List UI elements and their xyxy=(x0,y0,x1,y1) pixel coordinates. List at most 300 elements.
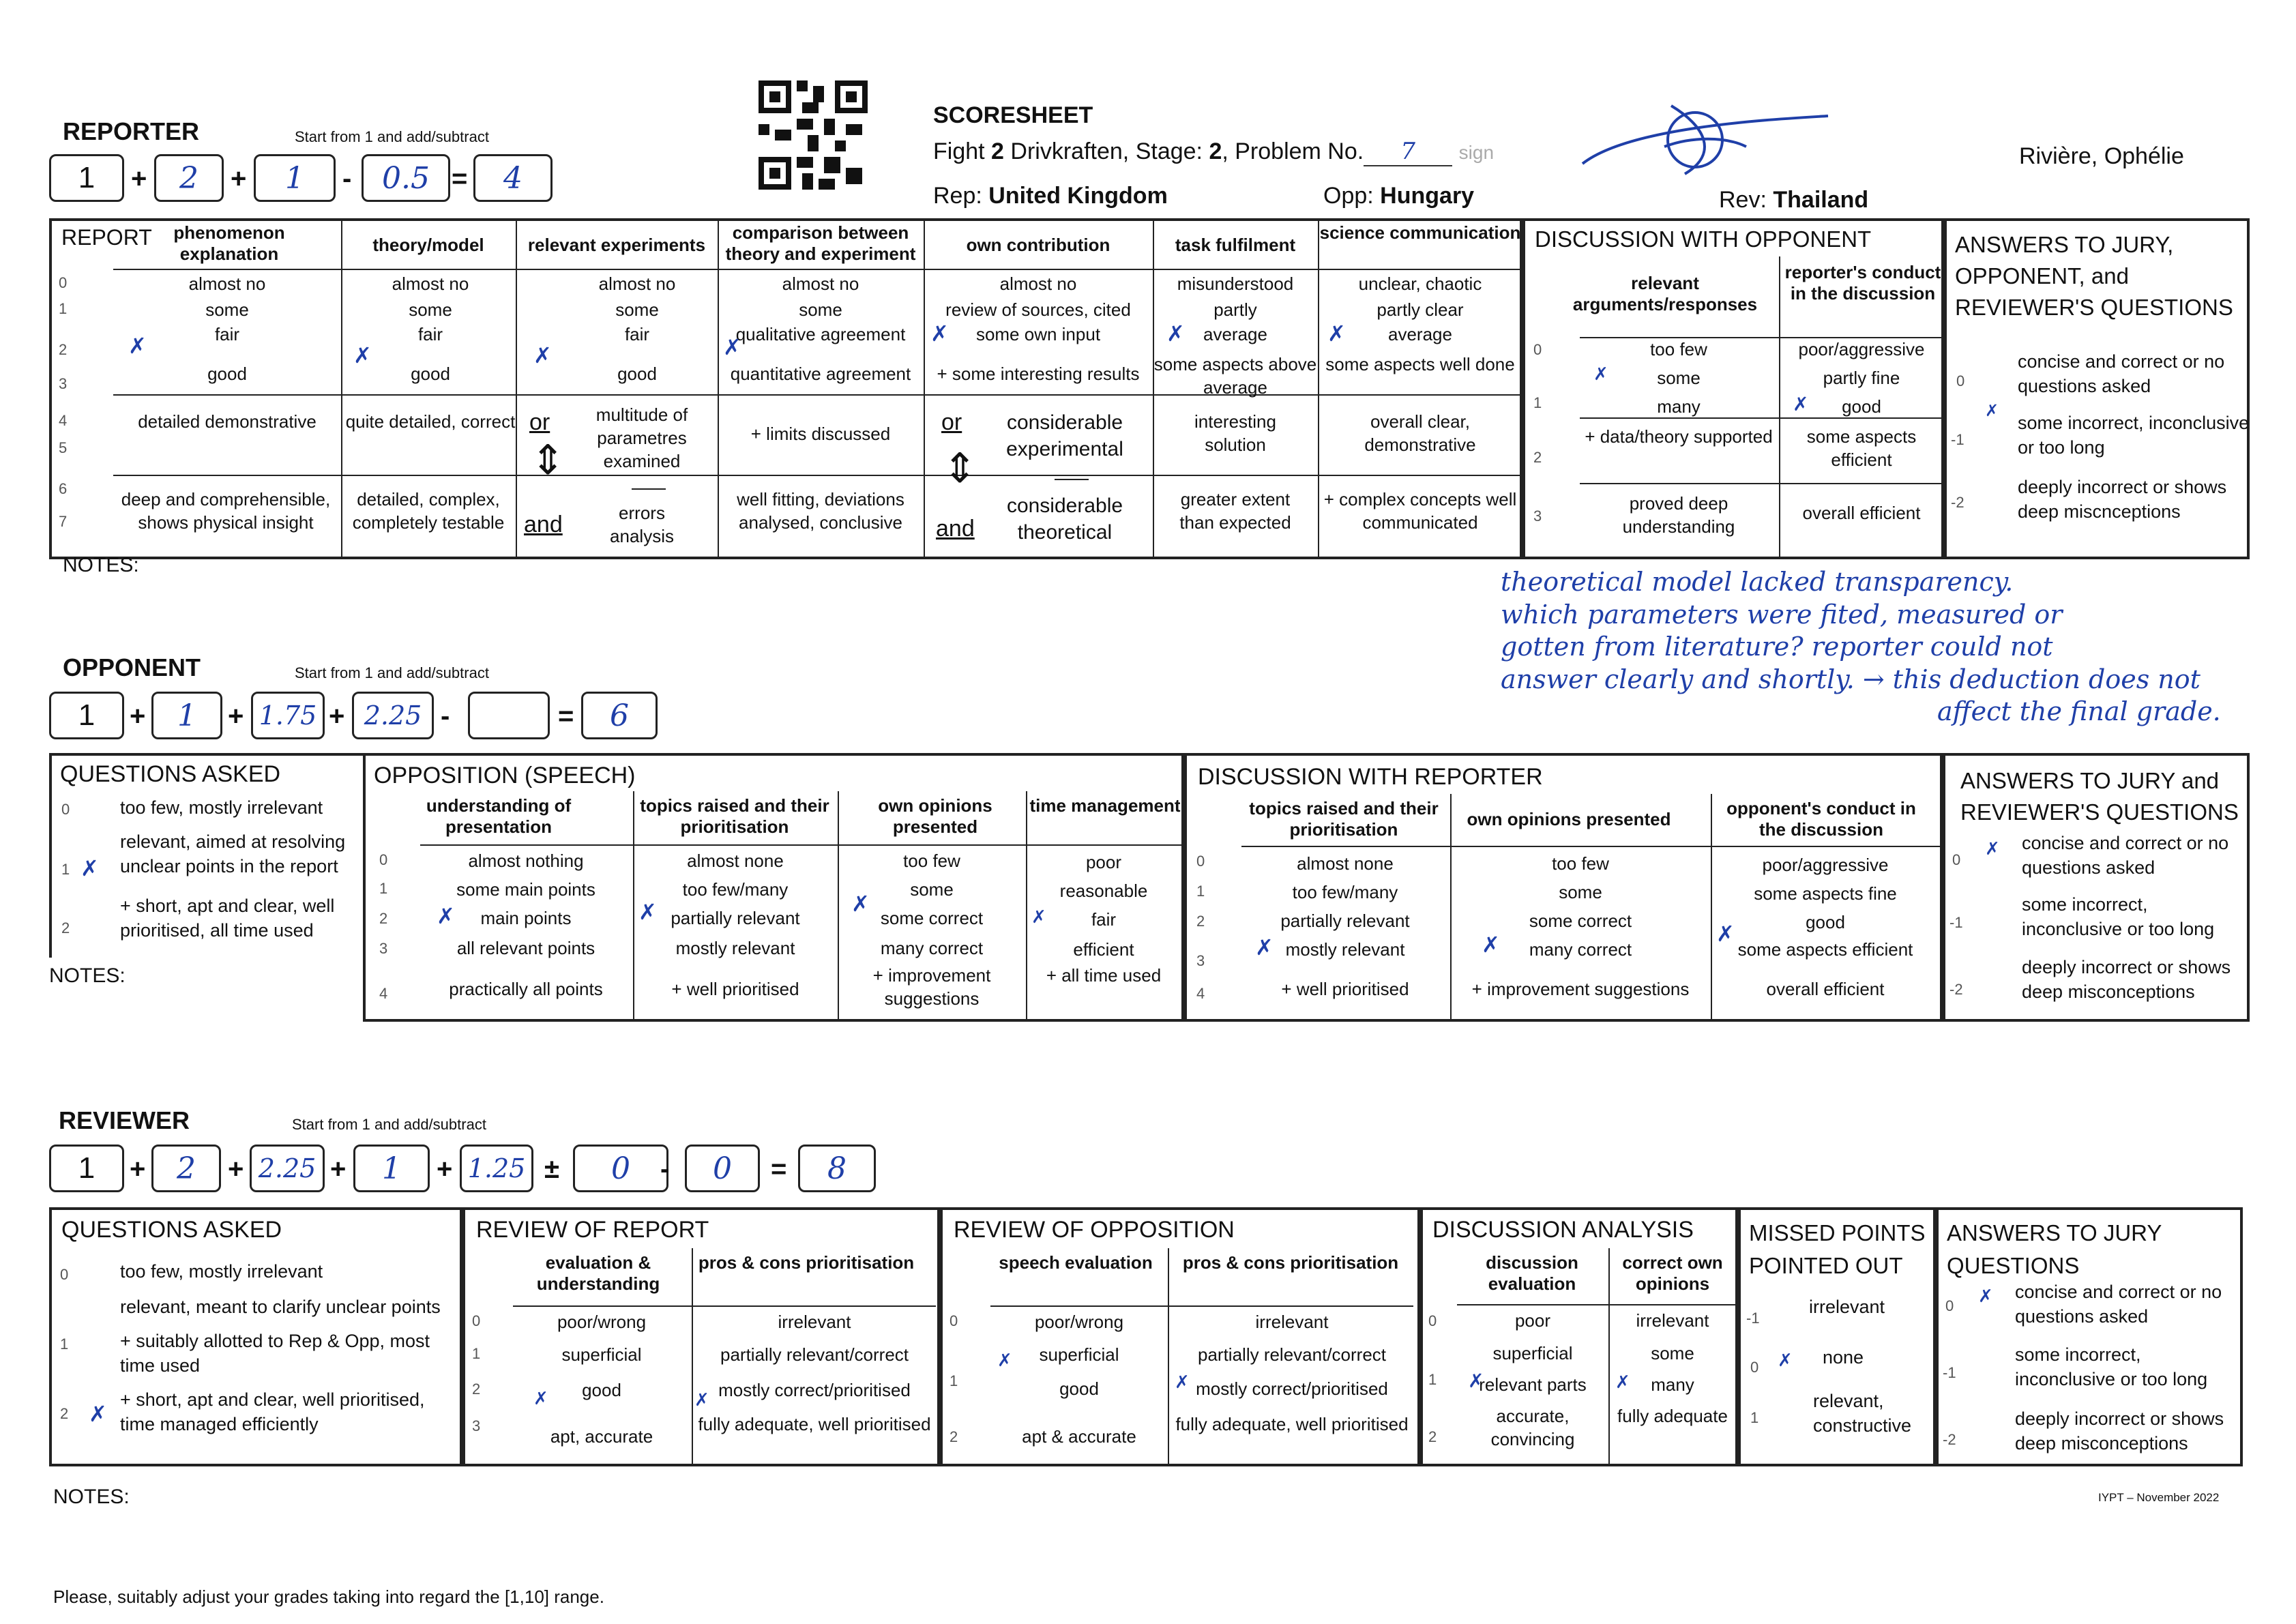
dr-opi-3[interactable]: many correct xyxy=(1529,939,1632,960)
mark-da-eval: ✗ xyxy=(1468,1370,1484,1392)
mark-contrib: ✗ xyxy=(930,321,949,346)
opp-opi-0[interactable]: too few xyxy=(903,851,960,871)
opp-und-1[interactable]: some main points xyxy=(456,879,595,900)
dr-con-1[interactable]: some aspects fine xyxy=(1754,883,1897,904)
ans-rep-title: ANSWERS TO JURY, OPPONENT, and REVIEWER'S QUESTIONS xyxy=(1955,232,2233,321)
rev-opp-panel xyxy=(940,1207,1420,1466)
reviewer-score-7-value: 0 xyxy=(713,1151,732,1186)
disc-rep-col-conduct: opponent's conduct in the discussion xyxy=(1726,798,1916,840)
da-own-1[interactable]: some xyxy=(1651,1343,1694,1363)
opp-line xyxy=(1323,183,1474,209)
mark-opp-time: ✗ xyxy=(1031,907,1046,928)
opp-und-3[interactable]: all relevant points xyxy=(456,938,595,958)
reporter-op-3: - xyxy=(342,164,352,194)
mark-disc-opp-good: ✗ xyxy=(1793,393,1809,415)
disc-opp-title: DISCUSSION WITH OPPONENT xyxy=(1535,226,1872,252)
reporter-score-base[interactable] xyxy=(49,154,124,202)
ans-rev-panel xyxy=(1936,1207,2243,1466)
ans-opp-num-1: -1 xyxy=(1949,914,1963,931)
reviewer-score-7[interactable] xyxy=(685,1145,760,1192)
disc-rep-title: DISCUSSION WITH REPORTER xyxy=(1198,764,1543,790)
reviewer-title: REVIEWER xyxy=(59,1106,190,1134)
row-num-6: 6 xyxy=(59,480,68,497)
mark-opp-q: ✗ xyxy=(80,855,99,881)
rr-eval-0[interactable]: poor/wrong xyxy=(557,1312,647,1332)
contrib-and-label: and xyxy=(936,516,975,542)
comp-0[interactable]: almost no xyxy=(782,274,859,294)
disc-opp-many[interactable]: many xyxy=(1657,396,1701,417)
opposition-num-3: 3 xyxy=(379,940,388,957)
theory-6[interactable]: detailed, complex, completely testable xyxy=(352,489,505,533)
dr-top-3[interactable]: mostly relevant xyxy=(1285,939,1405,960)
mark-ro-pros: ✗ xyxy=(1175,1372,1190,1393)
da-own-0[interactable]: irrelevant xyxy=(1636,1310,1709,1331)
theory-4[interactable]: quite detailed, correct xyxy=(345,411,516,432)
rev-q-relevant[interactable]: relevant, meant to clarify unclear points xyxy=(120,1297,441,1317)
sci-1[interactable]: partly clear xyxy=(1377,299,1464,320)
reporter-score-3[interactable] xyxy=(254,154,336,202)
disc-analysis-title: DISCUSSION ANALYSIS xyxy=(1432,1217,1694,1243)
rev-report-panel xyxy=(462,1207,940,1466)
rev-q-num-0: 0 xyxy=(60,1266,69,1283)
reviewer-score-2[interactable] xyxy=(151,1145,221,1192)
exp-3[interactable]: good xyxy=(617,364,657,384)
opponent-score-2-value: 1 xyxy=(177,698,196,733)
dr-con-4[interactable]: overall efficient xyxy=(1766,979,1885,999)
reviewer-score-5[interactable] xyxy=(460,1145,533,1192)
opp-opi-3[interactable]: many correct xyxy=(880,938,984,958)
reviewer-op-1: + xyxy=(130,1154,146,1184)
ans-opp-concise[interactable]: concise and correct or no questions asked xyxy=(2022,833,2229,879)
reviewer-op-4: + xyxy=(437,1154,453,1184)
dr-con-2[interactable]: good xyxy=(1806,912,1845,932)
col-theory: theory/model xyxy=(372,235,484,255)
sci-0[interactable]: unclear, chaotic xyxy=(1358,274,1482,294)
disc-opp-some-aspects[interactable]: some aspects efficient xyxy=(1806,426,1917,470)
missed-relevant[interactable]: relevant, constructive xyxy=(1813,1391,1912,1436)
rev-questions-title: QUESTIONS ASKED xyxy=(61,1217,282,1243)
exp-and-label: and xyxy=(524,512,563,537)
exp-1[interactable]: some xyxy=(615,299,659,320)
opposition-num-4: 4 xyxy=(379,985,388,1002)
dr-top-4[interactable]: + well prioritised xyxy=(1281,979,1409,999)
ro-sp-3[interactable]: apt & accurate xyxy=(1022,1426,1136,1447)
ro-pros-3[interactable]: fully adequate, well prioritised xyxy=(1175,1414,1409,1434)
mark-dr-opi: ✗ xyxy=(1482,932,1500,958)
mark-da-own: ✗ xyxy=(1615,1372,1630,1393)
opp-team: Hungary xyxy=(1380,183,1475,209)
missed-num-0: -1 xyxy=(1746,1310,1760,1327)
exp-4[interactable]: multitude of parametres examined xyxy=(595,404,688,471)
opposition-num-0: 0 xyxy=(379,851,388,868)
opposition-col-opinions: own opinions presented xyxy=(878,795,992,838)
ro-sp-2[interactable]: good xyxy=(1059,1378,1099,1399)
opposition-panel xyxy=(363,753,1184,1022)
missed-none[interactable]: none xyxy=(1823,1347,1864,1368)
opponent-score-total[interactable] xyxy=(581,692,658,739)
mark-opp-opi: ✗ xyxy=(851,891,870,917)
reviewer-score-total-value: 8 xyxy=(827,1151,847,1186)
sign-label: sign xyxy=(1458,142,1495,163)
opp-und-0[interactable]: almost nothing xyxy=(468,851,584,871)
missed-irrelevant[interactable]: irrelevant xyxy=(1809,1297,1885,1317)
disc-opp-num-2: 2 xyxy=(1533,449,1542,466)
ans-opp-title: ANSWERS TO JURY and REVIEWER'S QUESTIONS xyxy=(1960,768,2239,825)
disc-analysis-panel xyxy=(1420,1207,1738,1466)
fight-name: Drivkraften xyxy=(1003,138,1123,164)
col-contribution: own contribution xyxy=(966,235,1110,255)
rr-pros-1[interactable]: partially relevant/correct xyxy=(720,1344,909,1365)
opp-opi-1[interactable]: some xyxy=(910,879,954,900)
contrib-2[interactable]: some own input xyxy=(975,324,1101,344)
disc-opp-good[interactable]: good xyxy=(1842,396,1881,417)
reviewer-score-4-value: 1 xyxy=(382,1151,401,1186)
disc-opp-num-0: 0 xyxy=(1533,341,1542,358)
row-num-1: 1 xyxy=(59,300,68,317)
rev-q-allotted[interactable]: + suitably allotted to Rep & Opp, most time used xyxy=(120,1331,430,1376)
dr-top-0[interactable]: almost none xyxy=(1297,853,1394,874)
da-eval-2[interactable]: relevant parts xyxy=(1479,1374,1587,1395)
opp-q-num-1: 1 xyxy=(61,861,70,878)
opponent-op-eq: = xyxy=(558,701,574,731)
opp-questions-title: QUESTIONS ASKED xyxy=(60,761,281,787)
dr-top-2[interactable]: partially relevant xyxy=(1280,911,1410,931)
opp-questions-panel xyxy=(49,753,363,958)
rr-eval-2[interactable]: good xyxy=(582,1380,621,1400)
mark-task: ✗ xyxy=(1166,321,1185,346)
phen-0[interactable]: almost no xyxy=(188,274,266,294)
missed-title: MISSED POINTS POINTED OUT xyxy=(1749,1220,1926,1278)
reporter-score-4-value: 0.5 xyxy=(382,160,430,196)
missed-num-1: 0 xyxy=(1750,1359,1759,1376)
reviewer-score-6[interactable] xyxy=(573,1145,668,1192)
note-line-3: gotten from literature? reporter could not xyxy=(1501,632,2053,662)
rev-team: Thailand xyxy=(1773,187,1869,213)
ans-opp-some-incorrect[interactable]: some incorrect, inconclusive or too long xyxy=(2022,894,2215,940)
row-num-3: 3 xyxy=(59,375,68,392)
opp-und-4[interactable]: practically all points xyxy=(449,979,603,999)
ro-pros-1[interactable]: partially relevant/correct xyxy=(1198,1344,1386,1365)
opponent-op-2: + xyxy=(228,701,244,731)
disc-opp-num-3: 3 xyxy=(1533,507,1542,525)
ans-rev-title: ANSWERS TO JURY QUESTIONS xyxy=(1947,1220,2162,1278)
ans-rev-num-2: -2 xyxy=(1943,1431,1956,1448)
mark-theory: ✗ xyxy=(353,342,372,368)
reporter-score-4[interactable] xyxy=(362,154,450,202)
exp-or-label: or xyxy=(529,409,550,435)
opponent-notes-label: NOTES: xyxy=(49,964,126,987)
ans-rep-deeply-incorrect[interactable]: deeply incorrect or shows deep miscnceptions xyxy=(2018,477,2227,522)
disc-rep-num-4: 4 xyxy=(1196,985,1205,1002)
rev-label: Rev: xyxy=(1719,187,1767,213)
mark-opp-top: ✗ xyxy=(638,899,657,925)
task-1[interactable]: partly xyxy=(1213,299,1257,320)
ans-rev-concise[interactable]: concise and correct or no questions asked xyxy=(2015,1282,2222,1327)
comp-4[interactable]: + limits discussed xyxy=(750,424,891,444)
opp-time-1[interactable]: reasonable xyxy=(1059,881,1148,901)
disc-opp-partly[interactable]: partly fine xyxy=(1823,368,1900,388)
disc-analysis-num-0: 0 xyxy=(1428,1312,1437,1329)
rev-opp-num-0: 0 xyxy=(950,1312,958,1329)
sci-6[interactable]: + complex concepts well communicated xyxy=(1323,489,1517,533)
rr-pros-2[interactable]: mostly correct/prioritised xyxy=(718,1380,911,1400)
mark-exp: ✗ xyxy=(533,342,552,368)
opp-opi-4[interactable]: + improvement suggestions xyxy=(872,965,991,1009)
problem-number-value: 7 xyxy=(1400,138,1416,165)
sci-2[interactable]: average xyxy=(1388,324,1452,344)
mark-ans-rep: ✗ xyxy=(1985,401,1999,420)
opponent-score-base-value: 1 xyxy=(78,698,95,732)
reviewer-score-6-value: 0 xyxy=(611,1151,630,1186)
comp-3[interactable]: quantitative agreement xyxy=(730,364,911,384)
ro-sp-1[interactable]: superficial xyxy=(1039,1344,1119,1365)
rev-report-num-1: 1 xyxy=(472,1345,481,1362)
da-own-2[interactable]: many xyxy=(1651,1374,1694,1395)
col-phenomenon: phenomenon explanation xyxy=(173,222,285,265)
mark-sci: ✗ xyxy=(1327,321,1346,346)
rev-q-short[interactable]: + short, apt and clear, well prioritised, time managed efficiently xyxy=(120,1389,425,1435)
reporter-op-eq: = xyxy=(452,164,468,194)
mark-rev-q: ✗ xyxy=(89,1401,107,1427)
dr-top-1[interactable]: too few/many xyxy=(1292,882,1398,902)
fight-line xyxy=(933,138,1494,166)
report-panel xyxy=(49,218,1522,559)
da-eval-1[interactable]: superficial xyxy=(1492,1343,1573,1363)
mark-ro-sp: ✗ xyxy=(997,1350,1012,1371)
da-own-3[interactable]: fully adequate xyxy=(1617,1406,1728,1426)
reviewer-op-3: + xyxy=(330,1154,347,1184)
disc-opp-too-few[interactable]: too few xyxy=(1650,339,1707,359)
reporter-score-total[interactable] xyxy=(473,154,553,202)
theory-1[interactable]: some xyxy=(409,299,452,320)
rr-pros-3[interactable]: fully adequate, well prioritised xyxy=(698,1414,931,1434)
opp-top-3[interactable]: mostly relevant xyxy=(675,938,795,958)
reporter-score-2[interactable] xyxy=(154,154,224,202)
opp-q-short[interactable]: + short, apt and clear, well prioritised, all time used xyxy=(120,896,335,941)
dr-con-0[interactable]: poor/aggressive xyxy=(1762,855,1889,875)
mark-dr-top: ✗ xyxy=(1255,934,1274,960)
ro-pros-0[interactable]: irrelevant xyxy=(1255,1312,1329,1332)
disc-opp-overall[interactable]: overall efficient xyxy=(1802,503,1921,523)
reporter-score-3-value: 1 xyxy=(285,160,304,196)
dr-opi-4[interactable]: + improvement suggestions xyxy=(1471,979,1690,999)
ans-opp-deeply-incorrect[interactable]: deeply incorrect or shows deep misconceptions xyxy=(2022,957,2231,1003)
da-eval-3[interactable]: accurate, convincing xyxy=(1490,1406,1575,1449)
fight-label: Fight xyxy=(933,138,992,164)
opp-time-0[interactable]: poor xyxy=(1085,852,1122,872)
ans-rep-concise[interactable]: concise and correct or no questions asked xyxy=(2018,351,2225,397)
reviewer-score-5-value: 1.25 xyxy=(467,1153,526,1183)
opp-opi-2[interactable]: some correct xyxy=(880,908,984,928)
comp-1[interactable]: some xyxy=(799,299,842,320)
disc-opp-num-1: 1 xyxy=(1533,394,1542,411)
rev-opp-col-speech: speech evaluation xyxy=(999,1252,1153,1273)
disc-opp-some[interactable]: some xyxy=(1657,368,1701,388)
opp-time-2[interactable]: fair xyxy=(1091,909,1117,930)
phen-1[interactable]: some xyxy=(205,299,249,320)
reviewer-op-6: - xyxy=(660,1154,670,1184)
exp-errors[interactable]: errors analysis xyxy=(610,503,674,546)
reviewer-score-base[interactable] xyxy=(49,1145,124,1192)
signature-drawing xyxy=(1569,99,1842,181)
mark-dr-con: ✗ xyxy=(1716,921,1735,947)
reviewer-op-2: + xyxy=(228,1154,244,1184)
opp-und-2[interactable]: main points xyxy=(480,908,572,928)
reviewer-score-4[interactable] xyxy=(353,1145,430,1192)
opponent-score-3[interactable] xyxy=(251,692,325,739)
task-2[interactable]: average xyxy=(1203,324,1267,344)
reporter-score-total-value: 4 xyxy=(503,160,523,196)
contrib-arrow-icon: ⇕ xyxy=(943,445,977,491)
task-4[interactable]: interesting solution xyxy=(1194,411,1276,455)
phen-3[interactable]: good xyxy=(207,364,247,384)
task-3[interactable]: some aspects above average xyxy=(1153,354,1317,398)
rev-questions-panel xyxy=(49,1207,462,1466)
opponent-hint: Start from 1 and add/subtract xyxy=(295,664,489,681)
mark-comp: ✗ xyxy=(723,334,741,360)
reporter-op-1: + xyxy=(131,164,147,194)
reporter-title: REPORTER xyxy=(63,117,200,145)
task-0[interactable]: misunderstood xyxy=(1177,274,1294,294)
report-title: REPORT xyxy=(61,225,152,250)
ans-rev-num-1: -1 xyxy=(1943,1364,1956,1381)
disc-rep-num-1: 1 xyxy=(1196,883,1205,900)
opponent-op-1: + xyxy=(130,701,146,731)
opp-top-2[interactable]: partially relevant xyxy=(671,908,800,928)
version-label: IYPT – November 2022 xyxy=(2098,1491,2220,1504)
rr-eval-1[interactable]: superficial xyxy=(561,1344,642,1365)
disc-rep-num-2: 2 xyxy=(1196,913,1205,930)
rev-q-num-1: 1 xyxy=(60,1335,69,1353)
note-line-1: theoretical model lacked transparency. xyxy=(1501,567,2014,597)
opponent-score-base[interactable] xyxy=(49,692,124,739)
rr-pros-0[interactable]: irrelevant xyxy=(778,1312,851,1332)
col-comparison: comparison between theory and experiment xyxy=(725,222,916,265)
row-num-5: 5 xyxy=(59,439,68,456)
reporter-score-2-value: 2 xyxy=(179,160,198,196)
theory-0[interactable]: almost no xyxy=(392,274,469,294)
rev-q-num-2: 2 xyxy=(60,1405,69,1422)
opp-top-0[interactable]: almost none xyxy=(687,851,784,871)
mark-ans-opp: ✗ xyxy=(1985,839,2000,859)
rev-report-title: REVIEW OF REPORT xyxy=(476,1217,709,1243)
disc-opp-poor[interactable]: poor/aggressive xyxy=(1798,339,1925,359)
opp-label: Opp: xyxy=(1323,183,1374,209)
reporter-notes-label: NOTES: xyxy=(63,554,139,576)
opp-top-1[interactable]: too few/many xyxy=(682,879,789,900)
opponent-score-3-value: 1.75 xyxy=(259,700,317,730)
rev-report-num-3: 3 xyxy=(472,1417,481,1434)
theory-2[interactable]: fair xyxy=(417,324,443,344)
opp-time-4[interactable]: + all time used xyxy=(1046,965,1162,986)
opposition-col-understanding: understanding of presentation xyxy=(426,795,572,838)
note-line-4: answer clearly and shortly. → this deduction does not xyxy=(1501,664,2201,694)
exp-arrow-icon: ⇕ xyxy=(531,437,565,483)
reviewer-hint: Start from 1 and add/subtract xyxy=(292,1116,486,1133)
da-eval-0[interactable]: poor xyxy=(1514,1310,1551,1331)
opponent-score-4[interactable] xyxy=(352,692,434,739)
dr-opi-1[interactable]: some xyxy=(1559,882,1602,902)
reviewer-score-total[interactable] xyxy=(798,1145,876,1192)
disc-analysis-col-own: correct own opinions xyxy=(1622,1252,1723,1295)
disc-opp-deep[interactable]: proved deep understanding xyxy=(1622,493,1735,537)
dr-con-3[interactable]: some aspects efficient xyxy=(1737,939,1913,960)
opposition-col-topics: topics raised and their prioritisation xyxy=(640,795,829,838)
stage-number: 2 xyxy=(1209,138,1222,164)
ans-rev-some-incorrect[interactable]: some incorrect, inconclusive or too long xyxy=(2015,1344,2208,1390)
rev-opp-num-2: 2 xyxy=(950,1428,958,1445)
reviewer-op-eq: = xyxy=(771,1154,787,1184)
reporter-score-base-value: 1 xyxy=(78,161,95,194)
exp-2[interactable]: fair xyxy=(624,324,650,344)
disc-opp-col1: relevant arguments/responses xyxy=(1572,273,1758,315)
opponent-op-3: + xyxy=(329,701,345,731)
problem-number-field[interactable] xyxy=(1364,138,1452,166)
ro-sp-0[interactable]: poor/wrong xyxy=(1034,1312,1124,1332)
opp-q-too-few[interactable]: too few, mostly irrelevant xyxy=(120,797,323,818)
rev-opp-title: REVIEW OF OPPOSITION xyxy=(954,1217,1235,1243)
phen-4[interactable]: detailed demonstrative xyxy=(138,411,317,432)
task-6[interactable]: greater extent than expected xyxy=(1179,489,1291,533)
disc-opp-data[interactable]: + data/theory supported xyxy=(1585,426,1773,447)
ans-rep-some-incorrect[interactable]: some incorrect, inconclusive or too long xyxy=(2018,413,2250,458)
opponent-score-2[interactable] xyxy=(151,692,222,739)
ans-rev-deeply-incorrect[interactable]: deeply incorrect or shows deep misconceptions xyxy=(2015,1408,2224,1454)
opp-q-num-2: 2 xyxy=(61,919,70,936)
reviewer-notes-label: NOTES: xyxy=(53,1486,130,1508)
signature-field[interactable] xyxy=(1569,99,1842,181)
opponent-score-5[interactable] xyxy=(468,692,550,739)
rev-report-col-eval: evaluation & understanding xyxy=(536,1252,660,1295)
comp-2[interactable]: qualitative agreement xyxy=(735,324,906,344)
mark-opp-und: ✗ xyxy=(437,903,455,929)
problem-label: , Problem No. xyxy=(1222,138,1364,164)
row-num-4: 4 xyxy=(59,412,68,429)
exp-0[interactable]: almost no xyxy=(598,274,676,294)
ro-pros-2[interactable]: mostly correct/prioritised xyxy=(1196,1378,1388,1399)
sci-3[interactable]: some aspects well done xyxy=(1325,354,1515,374)
mark-phen: ✗ xyxy=(128,333,147,359)
contrib-4[interactable]: considerable experimental xyxy=(1006,411,1123,460)
ans-rep-num-0: 0 xyxy=(1956,372,1965,389)
opp-time-3[interactable]: efficient xyxy=(1073,939,1134,960)
dr-opi-0[interactable]: too few xyxy=(1552,853,1609,874)
reviewer-score-3[interactable] xyxy=(250,1145,325,1192)
opp-top-4[interactable]: + well prioritised xyxy=(671,979,799,999)
phen-2[interactable]: fair xyxy=(214,324,240,344)
theory-3[interactable]: good xyxy=(411,364,450,384)
disc-rep-panel xyxy=(1184,753,1943,1022)
ans-rev-num-0: 0 xyxy=(1945,1297,1954,1314)
contrib-6[interactable]: considerable theoretical xyxy=(1006,494,1123,544)
sheet-title: SCORESHEET xyxy=(933,102,1093,128)
opponent-op-4: - xyxy=(441,701,450,731)
contrib-3[interactable]: + some interesting results xyxy=(937,364,1140,384)
rr-eval-3[interactable]: apt, accurate xyxy=(550,1426,653,1447)
reporter-hint: Start from 1 and add/subtract xyxy=(295,128,489,145)
contrib-1[interactable]: review of sources, cited xyxy=(945,299,1131,320)
contrib-0[interactable]: almost no xyxy=(999,274,1077,294)
row-num-2: 2 xyxy=(59,341,68,358)
ans-rep-num-2: -2 xyxy=(1951,494,1964,511)
sci-4[interactable]: overall clear, demonstrative xyxy=(1364,411,1476,455)
phen-6[interactable]: deep and comprehensible, shows physical insight xyxy=(121,489,331,533)
dr-opi-2[interactable]: some correct xyxy=(1529,911,1632,931)
opp-q-relevant[interactable]: relevant, aimed at resolving unclear points in the report xyxy=(120,831,346,877)
comp-6[interactable]: well fitting, deviations analysed, conclusive xyxy=(737,489,904,533)
rev-q-too-few[interactable]: too few, mostly irrelevant xyxy=(120,1261,323,1282)
opposition-num-2: 2 xyxy=(379,910,388,927)
